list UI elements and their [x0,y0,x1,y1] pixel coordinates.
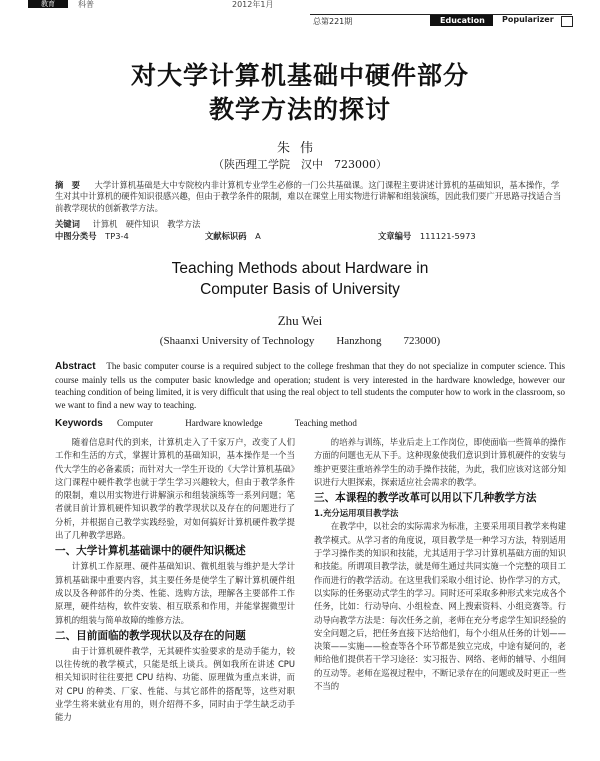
subsection-heading: 1.充分运用项目教学法 [314,508,399,519]
class-number-value: TP3-4 [105,231,129,241]
category-label: Popularizer [502,15,554,24]
body-column-right [314,436,566,693]
issue-date: 2012年1月 [232,0,274,9]
author-cn: 朱伟 [276,141,323,156]
abstract-cn-label: 摘 要 [55,180,80,190]
section-heading: 二、目前面临的教学现状以及存在的问题 [55,629,246,642]
title-en-line2: Computer Basis of University [200,281,400,298]
keywords-en [55,418,357,429]
abstract-en [55,360,565,411]
keywords-cn-label: 关键词 [55,219,80,229]
affiliation-en: (Shaanxi University of Technology Hanzhong 723000) [159,335,441,347]
abstract-cn-text: 大学计算机基础是大中专院校内非计算机专业学生必修的一门公共基础课。这门课程主要讲述计算机的基础知识，基本操作，学生对其中计算机的硬件知识很感兴趣，但由于教学条件的限制，难以在课堂上用实物进行讲解和组装演练，因此我们要广开思路寻找适合当前教学现状的创新教学方法。 [55,180,562,213]
keywords-cn-text: 计算机 硬件知识 教学方法 [92,219,201,229]
title-cn-line1: 对大学计算机基础中硬件部分 [130,61,469,90]
section-heading: 三、本课程的教学改革可以用以下几种教学方法 [314,492,537,505]
title-en-line1: Teaching Methods about Hardware in [171,260,429,277]
keyword-en-2: Hardware knowledge [185,418,263,428]
article-number [378,231,476,242]
body-paragraph: 计算机工作原理、硬件基础知识、微机组装与维护是大学计算机基础课中重要内容，其主要任务是使学生了解计算机硬件组成以及各种部件的分类、性能、选购方法，理解各主要部件工作原理，硬件结构，软件安装、相互联系和作用，并能掌握微型计算机的组装与简单故障的维修方法。 [55,561,295,625]
keyword-en-1: Computer [117,418,154,428]
journal-badge: 教育 [28,0,68,8]
doc-code [205,231,261,242]
section-heading: 一、大学计算机基础课中的硬件知识概述 [55,545,246,558]
journal-section-label: 科普 [78,0,94,9]
issue-number: 总第221期 [313,17,353,26]
category-box [561,16,573,27]
running-header [0,0,600,14]
abstract-en-text: The basic computer course is a required subject to the college freshman that they do not specialize in computer science. This course mainly tells us the computer basic knowledge and operation; student is very interested in the hardware knowledge, however our teaching condition of being limited, it is very difficult that using the real object to tell students the computer how to work in the classroom, so we want to find a new way to teaching. [55,361,565,410]
doc-code-label: 文献标识码 [205,231,247,241]
title-cn-line2: 教学方法的探讨 [208,95,391,124]
body-paragraph: 的培养与训练，毕业后走上工作岗位，即使面临一些简单的操作方面的问题也无从下手。这种现象使我们意识到计算机硬件的安装与维护更要注重培养学生的动手操作技能，为此，我们应该对这部分知识进行大胆探索，探索适应社会需求的教学。 [314,437,566,487]
body-paragraph: 在教学中，以社会的实际需求为标准，主要采用项目教学来构建教学模式。从学习者的角度说，项目教学是一种学习方法，特别适用于学习操作类的知识和技能，尤其适用于学习计算机基础方面的知识和技能。所谓项目教学法，就是师生通过共同实施一个完整的项目工作而进行的教学活动。在这里我们采取小组讨论、协作学习的方式，以实际的任务驱动式学生的学习。同时还可采取多种形式来完成各个任务，比如：行动导向、小组检查、网上搜索资料、小组竞赛等。行动导向教学方法是：每次任务之前，老师在充分考虑学生知识经验的安全问题之后，把任务直接下达给他们，每个小组从任务的计划——决策——实施——检查等各个环节都是独立完成，中途有疑问的，老师给他们提供若干学习途径：实习报告、网络、老师的辅导、小组间的互动等。老师在巡视过程中，不断记录存在的问题或及时更正一些不当的 [314,521,566,692]
keyword-en-3: Teaching method [294,418,357,428]
body-paragraph: 随着信息时代的到来，计算机走入了千家万户，改变了人们工作和生活的方式，掌握计算机的基础知识，基本操作是一个当代大学生的必备素质；而针对大一学生开设的《大学计算机基础》这门课程中硬件教学也就于学生学习兴趣较大，但由于教学条件的限制，难以用实物进行讲解演示和组装演练等一系列问题；笔者就目前计算机硬件知识教学的教学现状以及存在的问题进行了分析，并根据自己教学实践经验，对如何搞好计算机硬件教学提出了几种教学思路。 [55,437,295,541]
abstract-cn [55,180,565,214]
class-number-label: 中图分类号 [55,231,97,241]
doc-code-value: A [255,231,261,241]
keywords-cn [55,219,200,230]
class-number [55,231,129,242]
abstract-en-label: Abstract [55,361,96,372]
article-number-label: 文章编号 [378,231,412,241]
body-column-left [55,436,295,725]
affiliation-cn: （陕西理工学院 汉中 723000） [213,158,387,171]
author-en: Zhu Wei [277,313,323,328]
article-number-value: 111121-5973 [419,231,476,241]
keywords-en-label: Keywords [55,418,103,429]
section-badge: Education [430,15,493,26]
body-paragraph: 由于计算机硬件教学，无其硬件实验要求的是动手能力，较以往传统的教学模式，只能是纸上谈兵。例如我所在讲述 CPU 相关知识时往往要把 CPU 结构、功能、原理做为重点来讲，而对 CPU 的种类、厂家、性能、与其它部件的搭配等，这些对职业学生将来就业有用的，则介绍得不多，同时由于学生缺乏动手能力 [55,645,295,723]
